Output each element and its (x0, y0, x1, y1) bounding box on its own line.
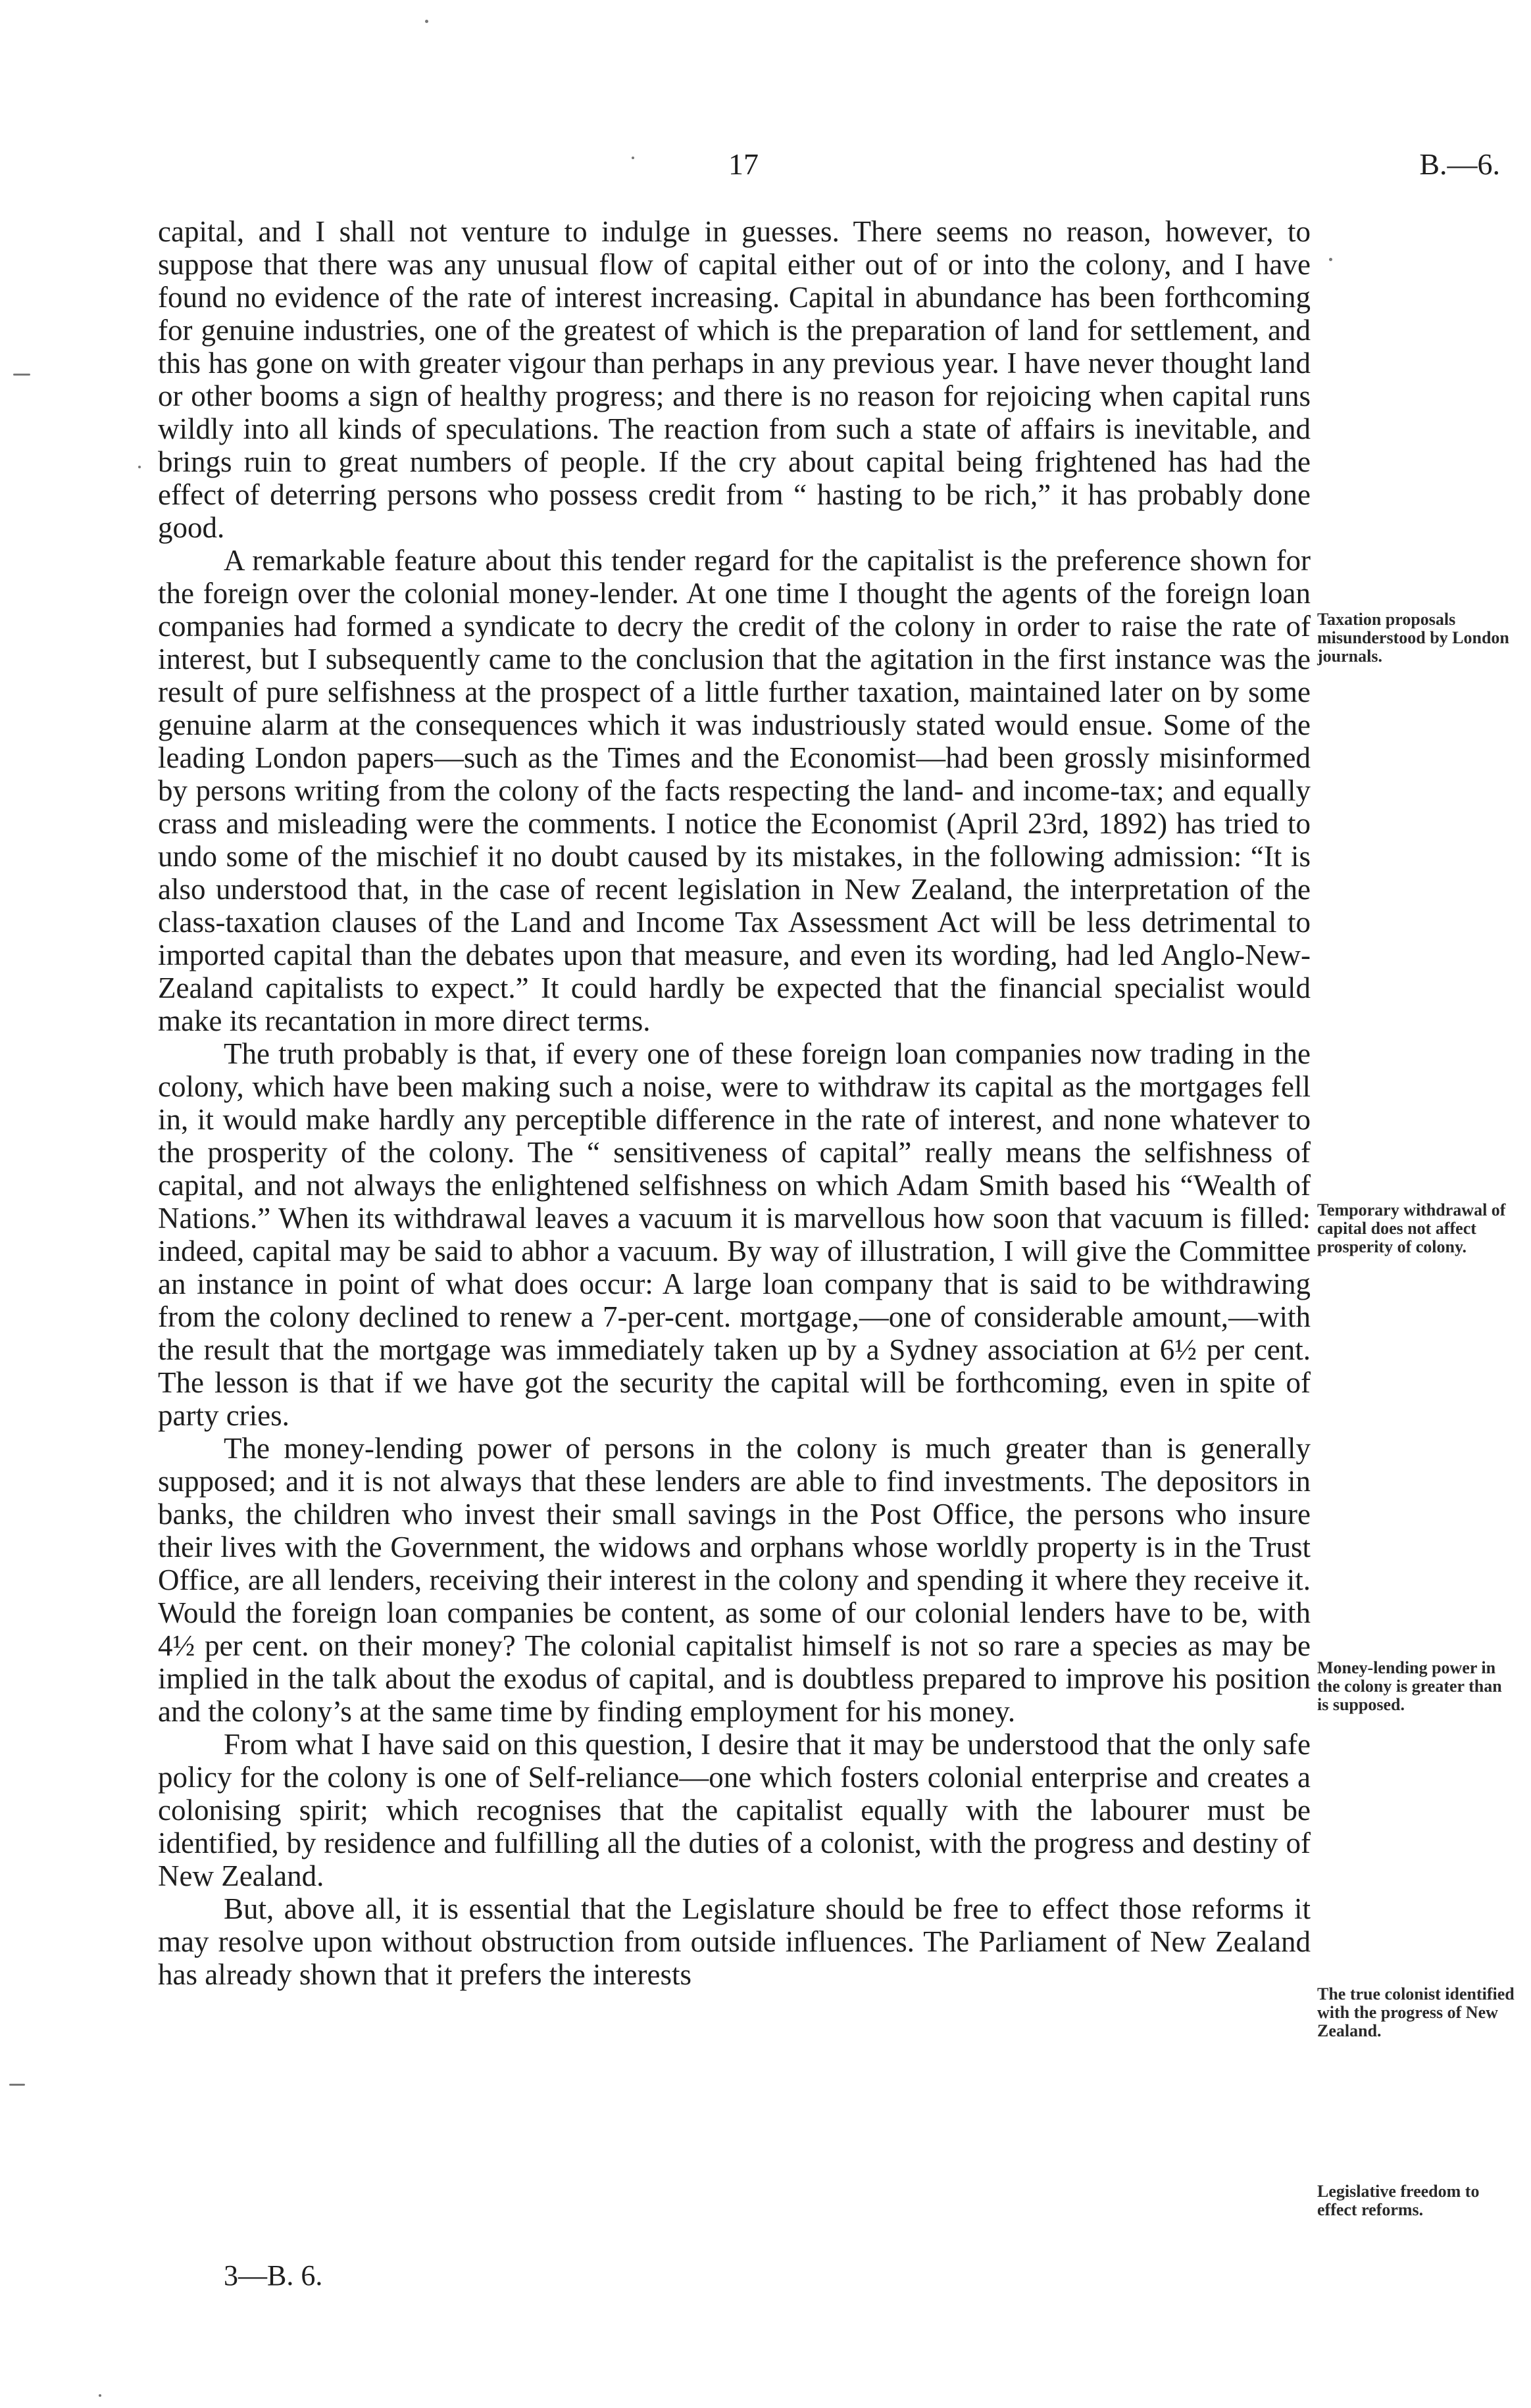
paper-speck (9, 2084, 25, 2086)
paragraph-2: A remarkable feature about this tender regard for the capitalist is the preference shown for the foreign over the colonial money-lender. At one time I thought the agents of the foreign loan companies had formed a syndicate to decry the credit of the colony in order to raise the rate of interest, but I subsequently came to the conclusion that the agitation in the first instance was the result of pure selfishness at the prospect of a little further taxation, maintained later on by some genuine alarm at the consequences which it was industriously stated would ensue. Some of the leading London papers—such as the Times and the Economist—had been grossly misinformed by persons writing from the colony of the facts respecting the land- and income-tax; and equally crass and misleading were the comments. I notice the Economist (April 23rd, 1892) has tried to undo some of the mischief it no doubt caused by its mistakes, in the following admission: “It is also understood that, in the case of recent legislation in New Zealand, the interpretation of the class-taxation clauses of the Land and Income Tax Assessment Act will be less detrimental to imported capital than the debates upon that measure, and even its wording, had led Anglo-New-Zealand capitalists to expect.” It could hardly be expected that the financial specialist would make its recantation in more direct terms. (158, 544, 1311, 1037)
margin-note-true-colonist: The true colonist identified with the progress of New Zealand. (1317, 1984, 1515, 2040)
margin-note-money-lending: Money-lending power in the colony is greater than is supposed. (1317, 1658, 1502, 1714)
document-reference: B.—6. (1419, 147, 1500, 181)
margin-note-legislative-freedom: Legislative freedom to effect reforms. (1317, 2182, 1480, 2219)
paragraph-1: capital, and I shall not venture to indulge in guesses. There seems no reason, however, to suppose that there was any unusual flow of capital either out of or into the colony, and I have found no evidence of the rate of interest increasing. Capital in abundance has been forthcoming for genuine industries, one of the greatest of which is the preparation of land for settlement, and this has gone on with greater vigour than perhaps in any previous year. I have never thought land or other booms a sign of healthy progress; and there is no reason for rejoicing when capital runs wildly into all kinds of speculations. The reaction from such a state of affairs is inevitable, and brings ruin to great numbers of people. If the cry about capital being frightened has had the effect of deterring persons who possess credit from “ hasting to be rich,” it has probably done good. (158, 215, 1311, 544)
paper-speck (1329, 258, 1332, 261)
paragraph-4: The money-lending power of persons in the colony is much greater than is generally supposed; and it is not always that these lenders are able to find investments. The depositors in banks, the children who invest their small savings in the Post Office, the persons who insure their lives with the Government, the widows and orphans whose worldly property is in the Trust Office, are all lenders, receiving their interest in the colony and spending it where they receive it. Would the foreign loan companies be content, as some of our colonial lenders have to be, with 4½ per cent. on their money? The colonial capitalist himself is not so rare a species as may be implied in the talk about the exodus of capital, and is doubtless prepared to improve his position and the colony’s at the same time by finding employment for his money. (158, 1432, 1311, 1728)
paragraph-3: The truth probably is that, if every one of these foreign loan companies now trading in the colony, which have been making such a noise, were to withdraw its capital as the mortgages fell in, it would make hardly any perceptible difference in the rate of interest, and none whatever to the prosperity of the colony. The “ sensitiveness of capital” really means the selfishness of capital, and not always the enlightened selfishness on which Adam Smith based his “Wealth of Nations.” When its withdrawal leaves a vacuum it is marvellous how soon that vacuum is filled: indeed, capital may be said to abhor a vacuum. By way of illustration, I will give the Committee an instance in point of what does occur: A large loan company that is said to be withdrawing from the colony declined to renew a 7-per-cent. mortgage,—one of considerable amount,—with the result that the mortgage was immediately taken up by a Sydney association at 6½ per cent. The lesson is that if we have got the security the capital will be forthcoming, even in spite of party cries. (158, 1037, 1311, 1432)
paragraph-6: But, above all, it is essential that the Legislature should be free to effect those reforms it may resolve upon without obstruction from outside influences. The Parliament of New Zealand has already shown that it prefers the interests (158, 1892, 1311, 1991)
paper-speck (138, 466, 141, 468)
margin-note-taxation: Taxation proposals misunderstood by London journals. (1317, 610, 1509, 666)
paper-speck (13, 374, 30, 376)
page-number: 17 (728, 147, 759, 181)
paper-speck (425, 20, 428, 23)
paper-speck (632, 157, 634, 159)
body-text (158, 215, 1311, 1991)
signature-mark: 3—B. 6. (224, 2259, 323, 2292)
margin-note-withdrawal: Temporary withdrawal of capital does not affect prosperity of colony. (1317, 1200, 1506, 1256)
paragraph-5: From what I have said on this question, I desire that it may be understood that the only safe policy for the colony is one of Self-reliance—one which fosters colonial enterprise and creates a colonising spirit; which recognises that the capitalist equally with the labourer must be identified, by residence and fulfilling all the duties of a colonist, with the progress and destiny of New Zealand. (158, 1728, 1311, 1892)
paper-speck (99, 2394, 101, 2397)
